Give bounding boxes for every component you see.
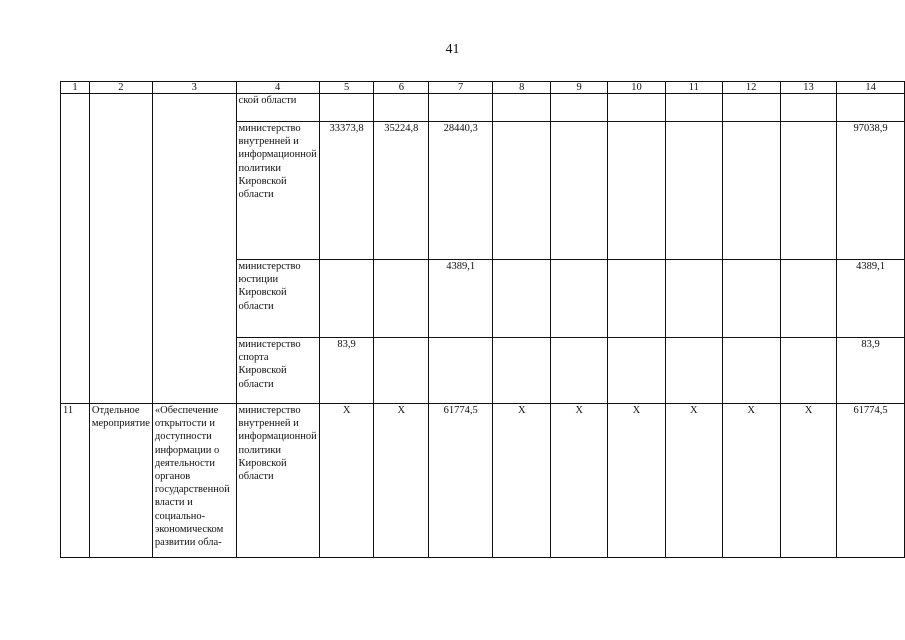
- empty-cell: [666, 338, 722, 404]
- empty-cell: [551, 338, 607, 404]
- empty-cell: [607, 338, 665, 404]
- header-cell: 5: [319, 82, 374, 94]
- empty-cell: [780, 338, 836, 404]
- executor-cell: министерство спорта Кировской области: [236, 338, 319, 404]
- empty-cell: [607, 122, 665, 260]
- value-cell: 61774,5: [837, 404, 905, 558]
- value-cell: 61774,5: [429, 404, 493, 558]
- value-cell: X: [722, 404, 780, 558]
- empty-cell: [89, 94, 152, 404]
- empty-cell: [666, 94, 722, 122]
- empty-cell: [666, 260, 722, 338]
- value-cell: [374, 260, 429, 338]
- value-cell: [374, 338, 429, 404]
- executor-cell: ской области: [236, 94, 319, 122]
- header-cell: 9: [551, 82, 607, 94]
- row-number-cell: 11: [61, 404, 90, 558]
- value-cell: X: [666, 404, 722, 558]
- value-cell: 28440,3: [429, 122, 493, 260]
- value-cell: [429, 338, 493, 404]
- empty-cell: [722, 260, 780, 338]
- header-cell: 4: [236, 82, 319, 94]
- empty-cell: [780, 122, 836, 260]
- value-cell: 97038,9: [837, 122, 905, 260]
- value-cell: 83,9: [837, 338, 905, 404]
- value-cell: 83,9: [319, 338, 374, 404]
- header-cell: 10: [607, 82, 665, 94]
- empty-cell: [551, 94, 607, 122]
- value-cell: X: [374, 404, 429, 558]
- value-cell: 33373,8: [319, 122, 374, 260]
- value-cell: [374, 94, 429, 122]
- header-cell: 12: [722, 82, 780, 94]
- executor-cell: министерство внутренней и информационной политики Кировской области: [236, 122, 319, 260]
- table-row: [61, 94, 905, 122]
- header-cell: 1: [61, 82, 90, 94]
- empty-cell: [722, 338, 780, 404]
- header-cell: 2: [89, 82, 152, 94]
- executor-cell: министерство внутренней и информационной политики Кировской области: [236, 404, 319, 558]
- page-number: 41: [445, 42, 460, 57]
- empty-cell: [152, 94, 236, 404]
- header-cell: 14: [837, 82, 905, 94]
- value-cell: [837, 94, 905, 122]
- value-cell: X: [780, 404, 836, 558]
- measure-type-cell: Отдельное мероприятие: [89, 404, 152, 558]
- empty-cell: [493, 260, 551, 338]
- budget-table: [60, 81, 905, 558]
- value-cell: 4389,1: [837, 260, 905, 338]
- empty-cell: [722, 94, 780, 122]
- measure-name-cell: «Обеспечение открытости и доступности информации о деятельности органов государственной власти и социально-экономическом развитии обла-: [152, 404, 236, 558]
- value-cell: X: [551, 404, 607, 558]
- table-row: [61, 404, 905, 558]
- empty-cell: [493, 338, 551, 404]
- column-number-row: [61, 82, 905, 94]
- header-cell: 11: [666, 82, 722, 94]
- header-cell: 7: [429, 82, 493, 94]
- empty-cell: [780, 260, 836, 338]
- empty-cell: [551, 260, 607, 338]
- empty-cell: [607, 260, 665, 338]
- value-cell: X: [493, 404, 551, 558]
- empty-cell: [666, 122, 722, 260]
- value-cell: 4389,1: [429, 260, 493, 338]
- empty-cell: [780, 94, 836, 122]
- value-cell: X: [607, 404, 665, 558]
- empty-cell: [493, 122, 551, 260]
- header-cell: 3: [152, 82, 236, 94]
- value-cell: [429, 94, 493, 122]
- header-cell: 8: [493, 82, 551, 94]
- executor-cell: министерство юстиции Кировской области: [236, 260, 319, 338]
- header-cell: 13: [780, 82, 836, 94]
- empty-cell: [722, 122, 780, 260]
- value-cell: [319, 94, 374, 122]
- header-cell: 6: [374, 82, 429, 94]
- empty-cell: [607, 94, 665, 122]
- value-cell: X: [319, 404, 374, 558]
- empty-cell: [61, 94, 90, 404]
- empty-cell: [493, 94, 551, 122]
- empty-cell: [551, 122, 607, 260]
- value-cell: [319, 260, 374, 338]
- value-cell: 35224,8: [374, 122, 429, 260]
